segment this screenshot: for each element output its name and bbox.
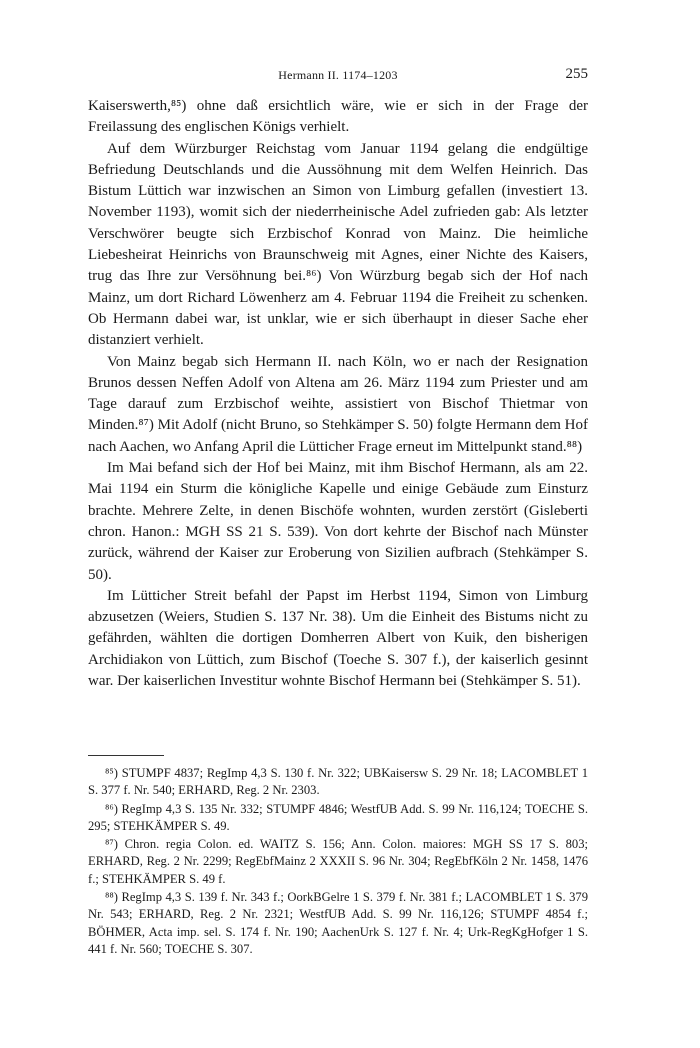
- paragraph-2: Auf dem Würzburger Reichstag vom Januar 1194 gelang die endgültige Befriedung Deutschlands und die Aussöhnung mit dem Welfen Heinrich. Das Bistum Lüttich war inzwischen an Simon von Limburg gefallen (investiert 13. November 1193), womit sich der niederrheinische Adel zufrieden gab: Als letzter Verschwörer beugte sich Erzbischof Konrad von Mainz. Die heimliche Liebesheirat Heinrichs von Braunschweig mit Agnes, einer Nichte des Kaisers, trug das Ihre zur Versöhnung bei.⁸⁶) Von Würzburg begab sich der Hof nach Mainz, um dort Richard Löwenherz am 4. Februar 1194 die Freiheit zu schenken. Ob Hermann dabei war, ist unklar, wie er sich überhaupt in dieser Sache eher distanziert verhielt.: [88, 140, 588, 349]
- paragraph-3: Von Mainz begab sich Hermann II. nach Köln, wo er nach der Resignation Brunos dessen Neffen Adolf von Altena am 26. März 1194 zum Priester und am Tage darauf zum Erzbischof weihte, assistiert von Bischof Thietmar von Minden.⁸⁷) Mit Adolf (nicht Bruno, so Stehkämper S. 50) folgte Hermann dem Hof nach Aachen, wo Anfang April die Lütticher Frage erneut im Mittelpunkt stand.⁸⁸): [88, 353, 588, 455]
- paragraph-4: Im Mai befand sich der Hof bei Mainz, mit ihm Bischof Hermann, als am 22. Mai 1194 ein Sturm die königliche Kapelle und einige Gebäude zum Einsturz brachte. Mehrere Zelte, in denen Bischöfe wohnten, wurden zerstört (Gisleberti chron. Hanon.: MGH SS 21 S. 539). Von dort kehrte der Bischof nach Münster zurück, während der Kaiser zur Eroberung von Sizilien aufbrach (Stehkämper S. 50).: [88, 460, 588, 583]
- footnote-87: ⁸⁷) Chron. regia Colon. ed. WAITZ S. 156; Ann. Colon. maiores: MGH SS 17 S. 803; ERHARD, Reg. 2 Nr. 2299; RegEbfMainz 2 XXXII S. 96 Nr. 304; RegEbfKöln 2 Nr. 1458, 1476 f.; STEHKÄMPER S. 49 f.: [88, 837, 588, 886]
- footnote-85: ⁸⁵) STUMPF 4837; RegImp 4,3 S. 130 f. Nr. 322; UBKaisersw S. 29 Nr. 18; LACOMBLET 1 S. 377 f. Nr. 540; ERHARD, Reg. 2 Nr. 2303.: [88, 766, 588, 798]
- footnotes: [88, 765, 588, 959]
- paragraph-5: Im Lütticher Streit befahl der Papst im Herbst 1194, Simon von Limburg abzusetzen (Weiers, Studien S. 137 Nr. 38). Um die Einheit des Bistums nicht zu gefährden, wählten die dortigen Domherren Albert von Kuik, den bisherigen Archidiakon von Lüttich, zum Bischof (Toeche S. 307 f.), der kaiserlich gesinnt war. Der kaiserlichen Investitur wohnte Bischof Hermann bei (Stehkämper S. 51).: [88, 587, 588, 690]
- footnote-88: ⁸⁸) RegImp 4,3 S. 139 f. Nr. 343 f.; OorkBGelre 1 S. 379 f. Nr. 381 f.; LACOMBLET 1 S. 379 Nr. 543; ERHARD, Reg. 2 Nr. 2321; WestfUB Add. S. 99 Nr. 116,126; STUMPF 4854 f.; BÖHMER, Acta imp. sel. S. 174 f. Nr. 190; AachenUrk S. 127 f. Nr. 4; Urk-RegKgHofger 1 S. 441 f. Nr. 560; TOECHE S. 307.: [88, 890, 588, 956]
- footnote-divider: [88, 755, 164, 756]
- footnote-86: ⁸⁶) RegImp 4,3 S. 135 Nr. 332; STUMPF 4846; WestfUB Add. S. 99 Nr. 116,124; TOECHE S. 295; STEHKÄMPER S. 49.: [88, 801, 588, 833]
- running-head: [88, 66, 588, 86]
- page-number: 255: [565, 66, 588, 82]
- running-title: Hermann II. 1174–1203: [278, 68, 398, 82]
- body-text: [88, 96, 588, 692]
- paragraph-1: Kaiserswerth,⁸⁵) ohne daß ersichtlich wäre, wie er sich in der Frage der Freilassung des englischen Königs verhielt.: [88, 98, 588, 136]
